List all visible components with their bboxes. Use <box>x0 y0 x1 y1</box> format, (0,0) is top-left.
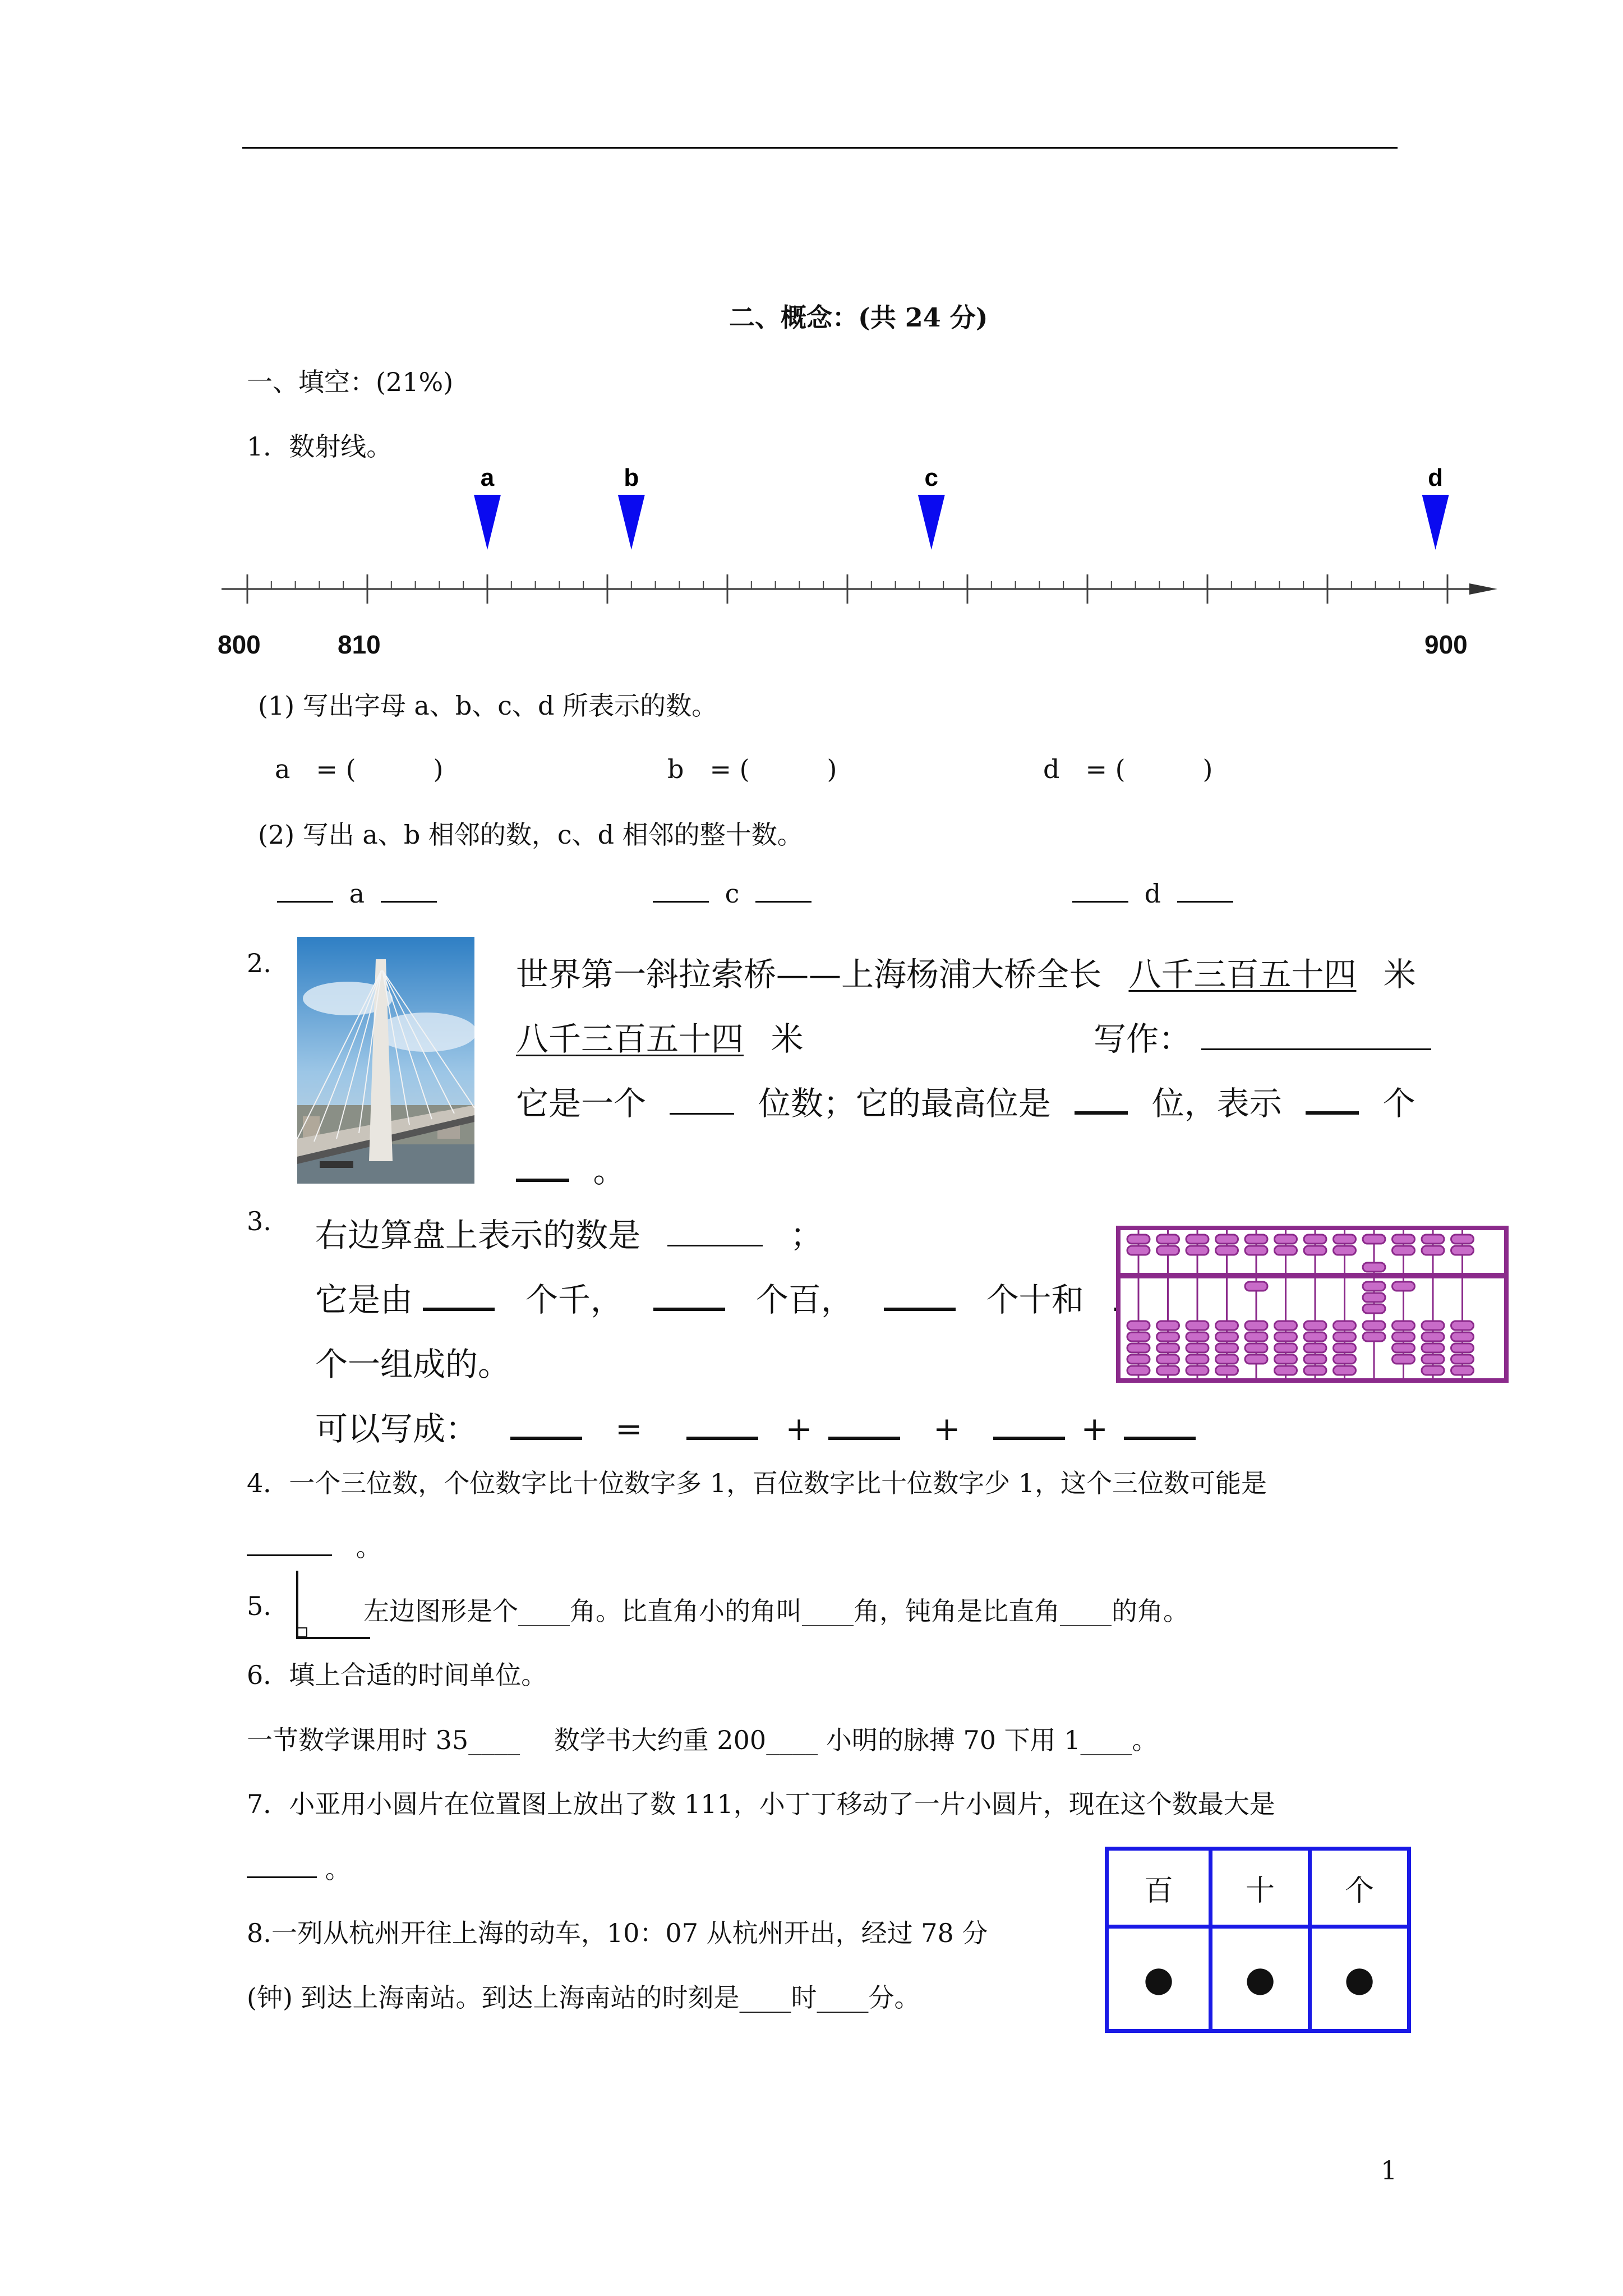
blank[interactable] <box>381 901 437 903</box>
abacus-lower-bead <box>1275 1343 1297 1352</box>
abacus-upper-bead <box>1334 1235 1356 1244</box>
abacus-lower-bead <box>1245 1355 1267 1364</box>
header-tens: 十 <box>1212 1851 1312 1929</box>
q5-text: 左边图形是个____角。比直角小的角叫____角，钝角是比直角____的角。 <box>363 1596 1189 1626</box>
q1-sub2: (2) 写出 a、b 相邻的数，c、d 相邻的整十数。 <box>258 820 803 850</box>
neighbors-c: c <box>653 878 811 909</box>
q4-text: 4．一个三位数，个位数字比十位数字多 1，百位数字比十位数字少 1，这个三位数可能是 <box>247 1468 1267 1498</box>
header-ones: 个 <box>1312 1851 1407 1929</box>
blank[interactable] <box>247 1876 317 1878</box>
place-value-table <box>1105 1847 1411 2033</box>
answer-a[interactable]: a = ( ) <box>275 754 444 784</box>
blank[interactable] <box>277 901 333 903</box>
marker-b-label: b <box>624 464 639 491</box>
blank[interactable] <box>1306 1111 1359 1115</box>
counter-hundreds[interactable]: ● <box>1109 1929 1212 2029</box>
abacus-lower-bead <box>1275 1355 1297 1364</box>
abacus-upper-bead <box>1304 1246 1326 1255</box>
abacus-lower-bead <box>1363 1332 1385 1341</box>
counter-tens[interactable]: ● <box>1212 1929 1312 2029</box>
abacus-lower-bead <box>1363 1321 1385 1330</box>
abacus-lower-bead <box>1216 1343 1238 1352</box>
tick-label-900: 900 <box>1424 630 1468 659</box>
number-line <box>213 460 1503 639</box>
abacus-upper-bead <box>1157 1235 1179 1244</box>
abacus-lower-bead <box>1157 1332 1179 1341</box>
q1-label: 1．数射线。 <box>247 431 393 462</box>
blank[interactable] <box>516 1179 569 1182</box>
q2-line1: 世界第一斜拉索桥——上海杨浦大桥全长 八千三百五十四 米 <box>516 955 1416 993</box>
header-hundreds: 百 <box>1109 1851 1212 1929</box>
abacus-lower-bead <box>1304 1355 1326 1364</box>
abacus-lower-bead <box>1393 1282 1415 1291</box>
abacus-upper-bead <box>1363 1235 1385 1244</box>
abacus-upper-bead <box>1451 1246 1474 1255</box>
abacus-upper-bead <box>1393 1246 1415 1255</box>
abacus-lower-bead <box>1334 1355 1356 1364</box>
q3-line2: 它是由 个千， 个百， 个十和 <box>315 1273 1186 1320</box>
bridge-length-words-2: 八千三百五十四 <box>516 1020 744 1058</box>
abacus-lower-bead <box>1216 1366 1238 1375</box>
abacus-lower-bead <box>1127 1355 1150 1364</box>
answer-b[interactable]: b = ( ) <box>667 754 837 784</box>
part-heading: 一、填空：(21%) <box>247 367 454 397</box>
q1-sub1: (1) 写出字母 a、b、c、d 所表示的数。 <box>258 691 718 721</box>
abacus-lower-bead <box>1127 1343 1150 1352</box>
abacus-beam <box>1118 1273 1506 1278</box>
abacus-lower-bead <box>1422 1366 1444 1375</box>
blank[interactable] <box>828 1437 900 1440</box>
q8-line2: (钟) 到达上海南站。到达上海南站的时刻是____时____分。 <box>247 1982 920 2013</box>
tick-label-800: 800 <box>218 630 261 659</box>
blank[interactable] <box>755 901 811 903</box>
marker-d-label: d <box>1428 464 1444 491</box>
abacus-lower-bead <box>1422 1343 1444 1352</box>
abacus-lower-bead <box>1422 1321 1444 1330</box>
blank[interactable] <box>1124 1437 1196 1440</box>
abacus-upper-bead <box>1334 1246 1356 1255</box>
abacus-lower-bead <box>1216 1321 1238 1330</box>
q3-number: 3. <box>247 1206 271 1236</box>
marker-a-label: a <box>480 464 495 491</box>
abacus-lower-bead <box>1334 1321 1356 1330</box>
abacus-upper-bead <box>1245 1235 1267 1244</box>
abacus-lower-bead <box>1245 1282 1267 1291</box>
counter-ones[interactable]: ● <box>1344 1958 1375 1999</box>
abacus-upper-bead <box>1127 1235 1150 1244</box>
blank[interactable] <box>670 1113 734 1115</box>
abacus-lower-bead <box>1186 1332 1209 1341</box>
abacus-lower-bead <box>1334 1366 1356 1375</box>
q3-line4: 可以写成： = + + + <box>315 1402 1196 1450</box>
abacus-upper-bead <box>1393 1235 1415 1244</box>
q6-title: 6．填上合适的时间单位。 <box>247 1660 547 1690</box>
abacus-lower-bead <box>1451 1332 1474 1341</box>
q2-write-as: 写作： <box>1094 1013 1431 1060</box>
blank[interactable] <box>686 1437 758 1440</box>
q2-line2: 八千三百五十四 米 <box>516 1020 804 1058</box>
abacus-lower-bead <box>1186 1343 1209 1352</box>
abacus-upper-bead <box>1304 1235 1326 1244</box>
abacus-lower-bead <box>1451 1355 1474 1364</box>
right-angle-figure <box>293 1571 371 1641</box>
page-number: 1 <box>1381 2155 1398 2185</box>
blank[interactable] <box>510 1437 582 1440</box>
abacus-lower-bead <box>1393 1321 1415 1330</box>
abacus-lower-bead <box>1216 1332 1238 1341</box>
blank[interactable] <box>1072 901 1128 903</box>
abacus-upper-bead <box>1216 1235 1238 1244</box>
abacus-upper-bead <box>1186 1246 1209 1255</box>
blank[interactable] <box>884 1308 956 1311</box>
q6-text: 一节数学课用时 35____ 数学书大约重 200____ 小明的脉搏 70 下用 1____。 <box>247 1725 1158 1755</box>
abacus-lower-bead <box>1393 1343 1415 1352</box>
abacus-lower-bead <box>1186 1366 1209 1375</box>
abacus-lower-bead <box>1245 1321 1267 1330</box>
blank[interactable] <box>653 901 709 903</box>
marker-c-arrow <box>918 495 945 550</box>
abacus-lower-bead <box>1334 1343 1356 1352</box>
abacus-lower-bead <box>1245 1332 1267 1341</box>
abacus-lower-bead <box>1451 1366 1474 1375</box>
abacus-upper-bead <box>1157 1246 1179 1255</box>
q2-line3: 它是一个 位数；它的最高位是 位，表示 个 <box>516 1084 1415 1122</box>
blank[interactable] <box>247 1554 332 1556</box>
abacus-lower-bead <box>1304 1343 1326 1352</box>
abacus-lower-bead <box>1304 1332 1326 1341</box>
blank[interactable] <box>1177 901 1233 903</box>
abacus-lower-bead <box>1127 1366 1150 1375</box>
neighbors-d: d <box>1072 878 1233 909</box>
abacus-upper-bead <box>1422 1246 1444 1255</box>
number-line-arrow <box>1469 583 1497 595</box>
q7-answer: 。 <box>247 1849 351 1886</box>
marker-d-arrow <box>1422 495 1449 550</box>
abacus-upper-bead <box>1216 1246 1238 1255</box>
abacus-lower-bead <box>1363 1293 1385 1302</box>
abacus-lower-bead <box>1157 1366 1179 1375</box>
abacus-upper-bead <box>1451 1235 1474 1244</box>
marker-c-label: c <box>924 464 939 491</box>
abacus-lower-bead <box>1304 1366 1326 1375</box>
abacus-upper-bead <box>1422 1235 1444 1244</box>
abacus <box>1116 1226 1509 1383</box>
write-as-blank[interactable] <box>1201 1048 1431 1050</box>
abacus-lower-bead <box>1451 1321 1474 1330</box>
tick-label-810: 810 <box>338 630 381 659</box>
abacus-lower-bead <box>1157 1343 1179 1352</box>
abacus-upper-bead <box>1186 1235 1209 1244</box>
abacus-lower-bead <box>1186 1321 1209 1330</box>
abacus-lower-bead <box>1334 1332 1356 1341</box>
header-rule <box>242 147 1398 149</box>
abacus-upper-bead <box>1275 1235 1297 1244</box>
abacus-upper-bead <box>1245 1246 1267 1255</box>
abacus-lower-bead <box>1157 1321 1179 1330</box>
abacus-lower-bead <box>1304 1321 1326 1330</box>
q3-line1: 右边算盘上表示的数是 ； <box>315 1216 823 1254</box>
abacus-lower-bead <box>1275 1321 1297 1330</box>
section-title: 二、概念：(共 24 分) <box>729 302 988 333</box>
q2-line4: 。 <box>516 1144 625 1191</box>
q4-answer: 。 <box>247 1527 382 1564</box>
blank[interactable] <box>993 1437 1065 1440</box>
abacus-lower-bead <box>1363 1282 1385 1291</box>
abacus-upper-bead <box>1363 1263 1385 1272</box>
q3-line3: 个一组成的。 <box>315 1345 511 1383</box>
abacus-lower-bead <box>1393 1332 1415 1341</box>
abacus-lower-bead <box>1127 1332 1150 1341</box>
abacus-lower-bead <box>1127 1321 1150 1330</box>
q5-number: 5. <box>247 1591 271 1621</box>
q8-line1: 8.一列从杭州开往上海的动车，10：07 从杭州开出，经过 78 分 <box>247 1918 988 1948</box>
abacus-lower-bead <box>1186 1355 1209 1364</box>
abacus-lower-bead <box>1275 1366 1297 1375</box>
abacus-lower-bead <box>1157 1355 1179 1364</box>
blank[interactable] <box>653 1308 725 1311</box>
abacus-lower-bead <box>1275 1332 1297 1341</box>
bridge-photo <box>297 937 474 1184</box>
abacus-lower-bead <box>1422 1332 1444 1341</box>
abacus-upper-bead <box>1275 1246 1297 1255</box>
blank[interactable] <box>667 1245 763 1246</box>
abacus-lower-bead <box>1422 1355 1444 1364</box>
abacus-lower-bead <box>1363 1304 1385 1313</box>
abacus-lower-bead <box>1393 1355 1415 1364</box>
bridge-length-words: 八千三百五十四 <box>1128 955 1357 993</box>
q7-text: 7．小亚用小圆片在位置图上放出了数 111，小丁丁移动了一片小圆片，现在这个数最大是 <box>247 1789 1275 1819</box>
q2-number: 2. <box>247 948 271 978</box>
marker-a-arrow <box>474 495 501 550</box>
blank[interactable] <box>423 1308 495 1311</box>
marker-b-arrow <box>618 495 645 550</box>
answer-d[interactable]: d = ( ) <box>1043 754 1213 784</box>
neighbors-a: a <box>277 878 437 909</box>
abacus-lower-bead <box>1216 1355 1238 1364</box>
abacus-lower-bead <box>1451 1343 1474 1352</box>
abacus-upper-bead <box>1127 1246 1150 1255</box>
blank[interactable] <box>1075 1111 1128 1115</box>
abacus-lower-bead <box>1245 1343 1267 1352</box>
